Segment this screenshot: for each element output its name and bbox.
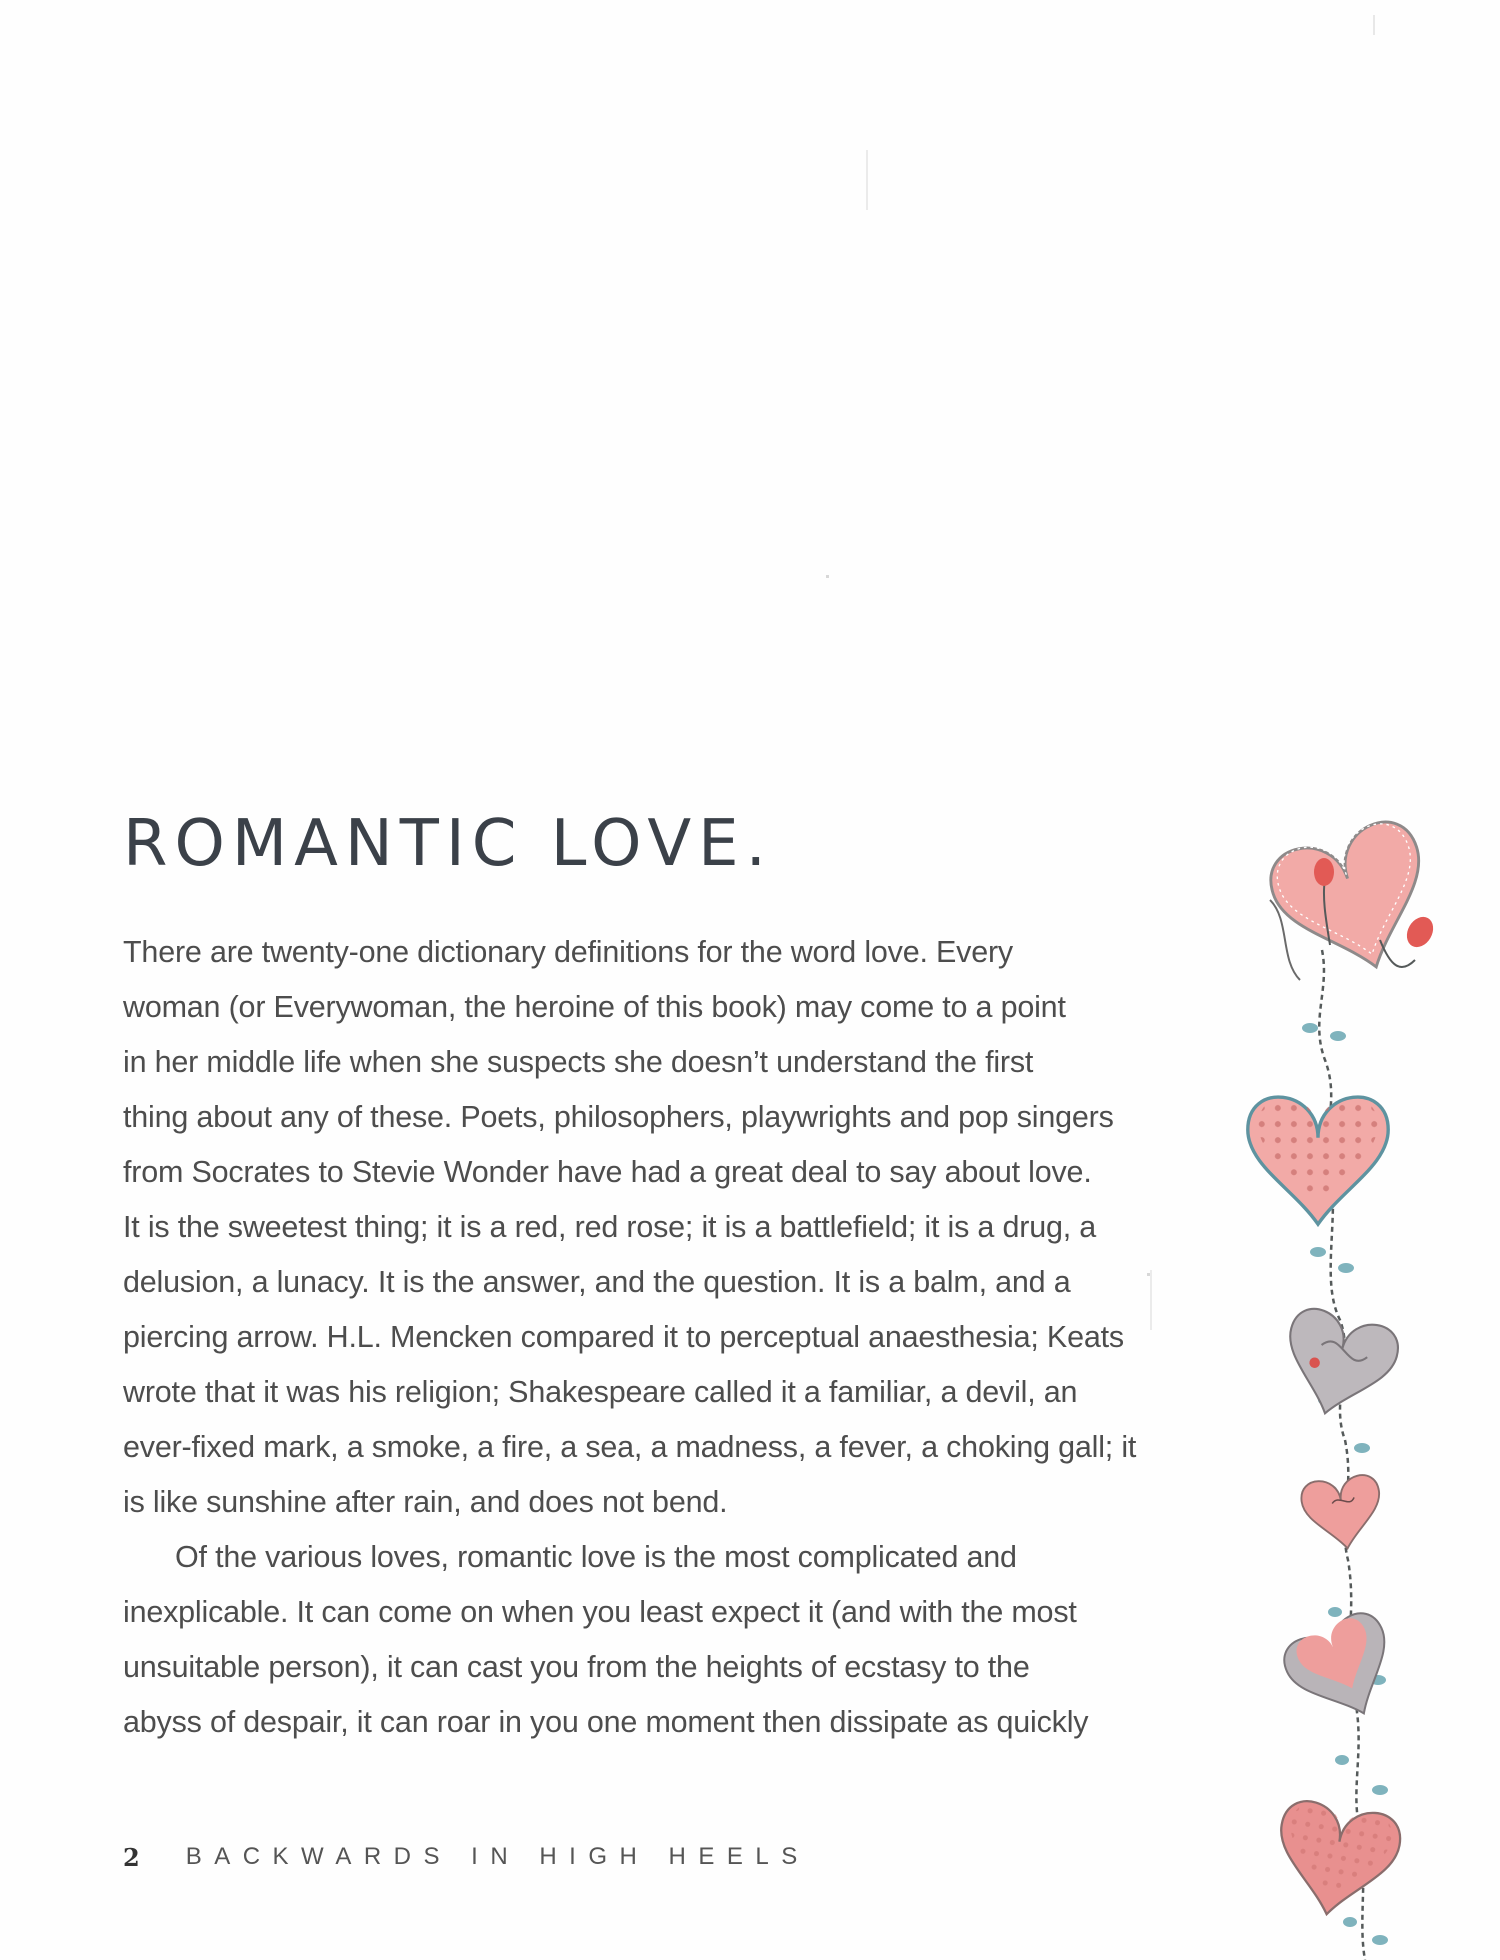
scan-speck	[826, 575, 829, 578]
paragraph-1	[123, 925, 1173, 1530]
scan-speck	[1147, 1273, 1150, 1276]
text-line: wrote that it was his religion; Shakespeare called it a familiar, a devil, an	[123, 1375, 1078, 1409]
text-line: It is the sweetest thing; it is a red, red rose; it is a battlefield; it is a drug, a	[123, 1210, 1097, 1244]
running-head: BACKWARDS IN HIGH HEELS	[185, 1843, 810, 1870]
heart-3	[1272, 1304, 1403, 1428]
scan-speck	[1373, 15, 1375, 35]
heart-4	[1299, 1473, 1386, 1554]
text-line: inexplicable. It can come on when you least expect it (and with the most	[123, 1595, 1077, 1629]
page-number: 2	[123, 1842, 140, 1872]
text-line: unsuitable person), it can cast you from the heights of ecstasy to the	[123, 1650, 1030, 1684]
text-line: Of the various loves, romantic love is the most complicated and	[175, 1540, 1017, 1574]
scan-speck	[1150, 1270, 1152, 1330]
paragraph-2	[123, 1530, 1173, 1750]
heart-garland-illustration	[1230, 800, 1500, 1960]
scan-speck	[866, 150, 868, 210]
text-line: from Socrates to Stevie Wonder have had a great deal to say about love.	[123, 1155, 1092, 1189]
body-text	[123, 925, 1173, 1750]
heart-6	[1268, 1797, 1405, 1924]
text-line: thing about any of these. Poets, philosophers, playwrights and pop singers	[123, 1100, 1114, 1134]
text-line: delusion, a lunacy. It is the answer, and the question. It is a balm, and a	[123, 1265, 1071, 1299]
page-footer	[123, 1840, 810, 1874]
text-line: ever-fixed mark, a smoke, a fire, a sea, a madness, a fever, a choking gall; it	[123, 1430, 1137, 1464]
heart-2	[1248, 1097, 1388, 1224]
text-line: There are twenty-one dictionary definitions for the word love. Every	[123, 935, 1013, 969]
text-line: is like sunshine after rain, and does not bend.	[123, 1485, 728, 1519]
text-line: abyss of despair, it can roar in you one moment then dissipate as quickly	[123, 1705, 1089, 1739]
heart-5	[1277, 1606, 1411, 1735]
text-line: piercing arrow. H.L. Mencken compared it to perceptual anaesthesia; Keats	[123, 1320, 1124, 1354]
text-line: in her middle life when she suspects she doesn’t understand the first	[123, 1045, 1034, 1079]
text-line: woman (or Everywoman, the heroine of this book) may come to a point	[123, 990, 1066, 1024]
chapter-title: ROMANTIC LOVE.	[123, 807, 773, 881]
